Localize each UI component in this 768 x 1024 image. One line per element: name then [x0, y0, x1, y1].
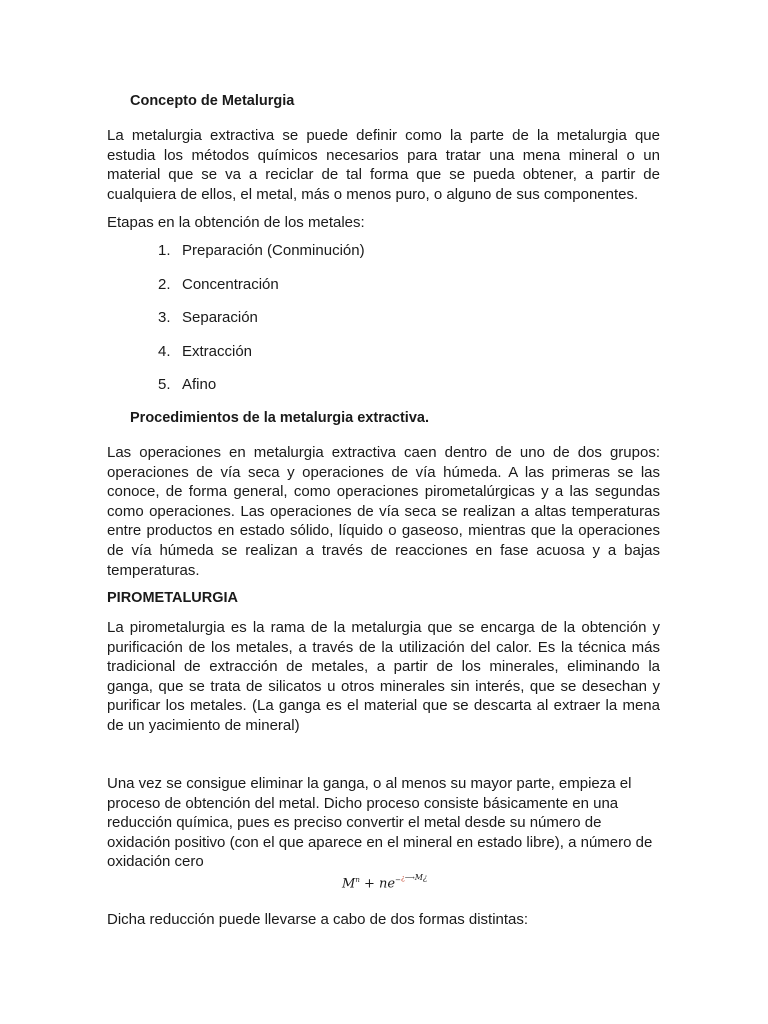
- paragraph-operations: Las operaciones en metalurgia extractiva caen dentro de uno de dos grupos: operaciones de vía seca y operaciones de vía húmeda. A las primeras se las conoce, de forma general, como operaciones pirometalúrgicas y a las segundas como operaciones. Las operaciones de vía seca se realizan a altas temperaturas entre productos en estado sólido, líquido o gaseoso, mientras que la operaciones de vía húmeda se realizan a través de reacciones en fase acuosa y a bajas temperaturas.: [107, 444, 660, 579]
- stage-label: Concentración: [182, 275, 279, 293]
- equation-arrow: ¿⟶: [400, 874, 415, 883]
- stage-item-4: [158, 342, 365, 376]
- heading-pirometalurgia: PIROMETALURGIA: [107, 590, 239, 606]
- stage-label: Preparación (Conminución): [182, 242, 365, 259]
- heading-concepto: Concepto de Metalurgia: [130, 93, 295, 109]
- heading-procedimientos: Procedimientos de la metalurgia extractiva.: [130, 410, 429, 426]
- paragraph-reduction: Una vez se consigue eliminar la ganga, o al menos su mayor parte, empieza el proceso de obtención del metal. Dicho proceso consiste básicamente en una reducción química, pues es preciso convertir el metal desde su número de oxidación positivo (con el que aparece en el mineral en estado libre), a número de oxidación cero: [107, 775, 653, 871]
- stage-number: 3.: [158, 309, 171, 327]
- stage-item-1: [158, 241, 365, 275]
- stage-number: 1.: [158, 242, 171, 259]
- equation-charge: n: [355, 876, 360, 884]
- reduction-equation: [342, 873, 428, 892]
- paragraph-final: Dicha reducción puede llevarse a cabo de dos formas distintas:: [107, 911, 529, 928]
- equation-exponent: −: [395, 876, 401, 884]
- stage-number: 5.: [158, 376, 171, 394]
- stages-list: [158, 241, 365, 409]
- paragraph-pirometalurgia: La pirometalurgia es la rama de la metalurgia que se encarga de la obtención y purificación de los metales, a través de la utilización del calor. Es la técnica más tradicional de extracción de metales, a partir de los minerales, eliminando la ganga, que se trata de silicatos u otros minerales sin interés, que se desechan y purificar los metales. (La ganga es el material que se descarta al extraer la mena de un yacimiento de mineral): [107, 619, 660, 734]
- stage-label: Separación: [182, 309, 258, 327]
- stage-number: 4.: [158, 342, 171, 360]
- stage-label: Afino: [182, 376, 217, 394]
- stage-item-2: [158, 275, 365, 309]
- paragraph-definition: La metalurgia extractiva se puede definir como la parte de la metalurgia que estudia los métodos químicos necesarios para tratar una mena mineral o un material que se va a reciclar de tal forma que se pueda obtener, a partir de cualquiera de ellos, el metal, más o menos puro, o alguno de sus componentes.: [107, 127, 660, 203]
- stage-number: 2.: [158, 275, 171, 293]
- equation-result: M¿: [414, 873, 428, 883]
- stage-item-5: [158, 375, 365, 409]
- equation-metal: M: [342, 876, 356, 892]
- equation-electrons: + ne: [359, 876, 396, 892]
- stage-label: Extracción: [182, 342, 253, 360]
- stage-item-3: [158, 308, 365, 342]
- stages-intro: Etapas en la obtención de los metales:: [107, 214, 365, 231]
